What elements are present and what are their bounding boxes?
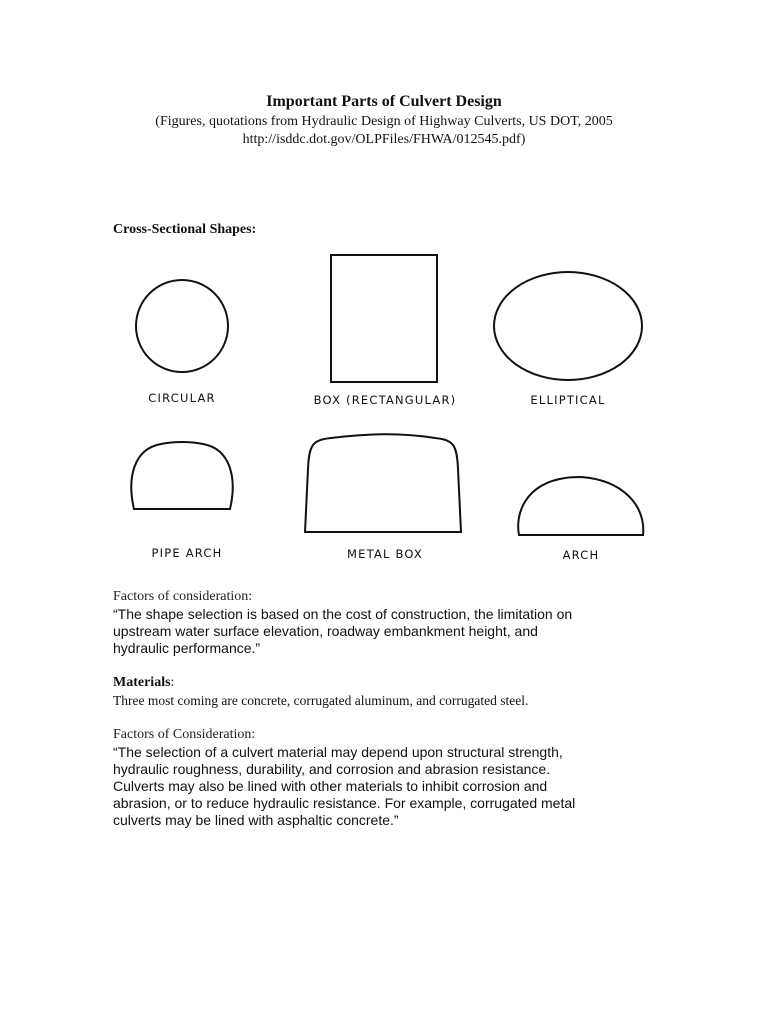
pipe-arch-label: PIPE ARCH (151, 546, 223, 560)
material-factors-quote (113, 744, 658, 829)
materials-heading (113, 675, 174, 691)
shape-factors-quote (113, 606, 658, 657)
citation-line-1: (Figures, quotations from Hydraulic Design of Highway Culverts, US DOT, 2005 (155, 114, 613, 129)
cross-section-figure (113, 244, 658, 574)
citation-line-2: http://isddc.dot.gov/OLPFiles/FHWA/012545.pdf) (242, 132, 526, 147)
material-factors-line-2: hydraulic roughness, durability, and corrosion and abrasion resistance. (113, 761, 551, 777)
box-shape-icon (331, 255, 437, 382)
shape-factors-label: Factors of consideration: (113, 589, 253, 604)
shape-factors-line-2: upstream water surface elevation, roadway embankment height, and (113, 623, 538, 639)
arch-shape-icon (518, 477, 643, 535)
material-factors-line-3: Culverts may also be lined with other materials to inhibit corrosion and (113, 778, 548, 794)
material-factors-label: Factors of Consideration: (113, 727, 256, 742)
materials-description: Three most coming are concrete, corrugated aluminum, and corrugated steel. (113, 693, 529, 708)
materials-heading-text: Materials (113, 675, 171, 690)
metal-box-shape-icon (305, 434, 461, 532)
cross-section-diagram (113, 244, 658, 574)
arch-label: ARCH (562, 548, 600, 562)
elliptical-label: ELLIPTICAL (530, 393, 606, 407)
circular-label: CIRCULAR (148, 391, 216, 405)
cross-sections-heading: Cross-Sectional Shapes: (113, 222, 257, 237)
elliptical-shape-icon (494, 272, 642, 380)
shape-factors-line-1: “The shape selection is based on the cost of construction, the limitation on (113, 606, 573, 622)
document-title: Important Parts of Culvert Design (266, 93, 502, 110)
materials-heading-colon: : (170, 675, 175, 690)
pipe-arch-shape-icon (131, 442, 232, 509)
material-factors-line-5: culverts may be lined with asphaltic concrete.” (113, 812, 399, 828)
circular-shape-icon (136, 280, 228, 372)
metal-box-label: METAL BOX (347, 547, 423, 561)
material-factors-line-1: “The selection of a culvert material may depend upon structural strength, (113, 744, 563, 760)
material-factors-line-4: abrasion, or to reduce hydraulic resistance. For example, corrugated metal (113, 795, 576, 811)
box-rectangular-label: BOX (RECTANGULAR) (313, 393, 457, 407)
shape-factors-line-3: hydraulic performance.” (113, 640, 261, 656)
